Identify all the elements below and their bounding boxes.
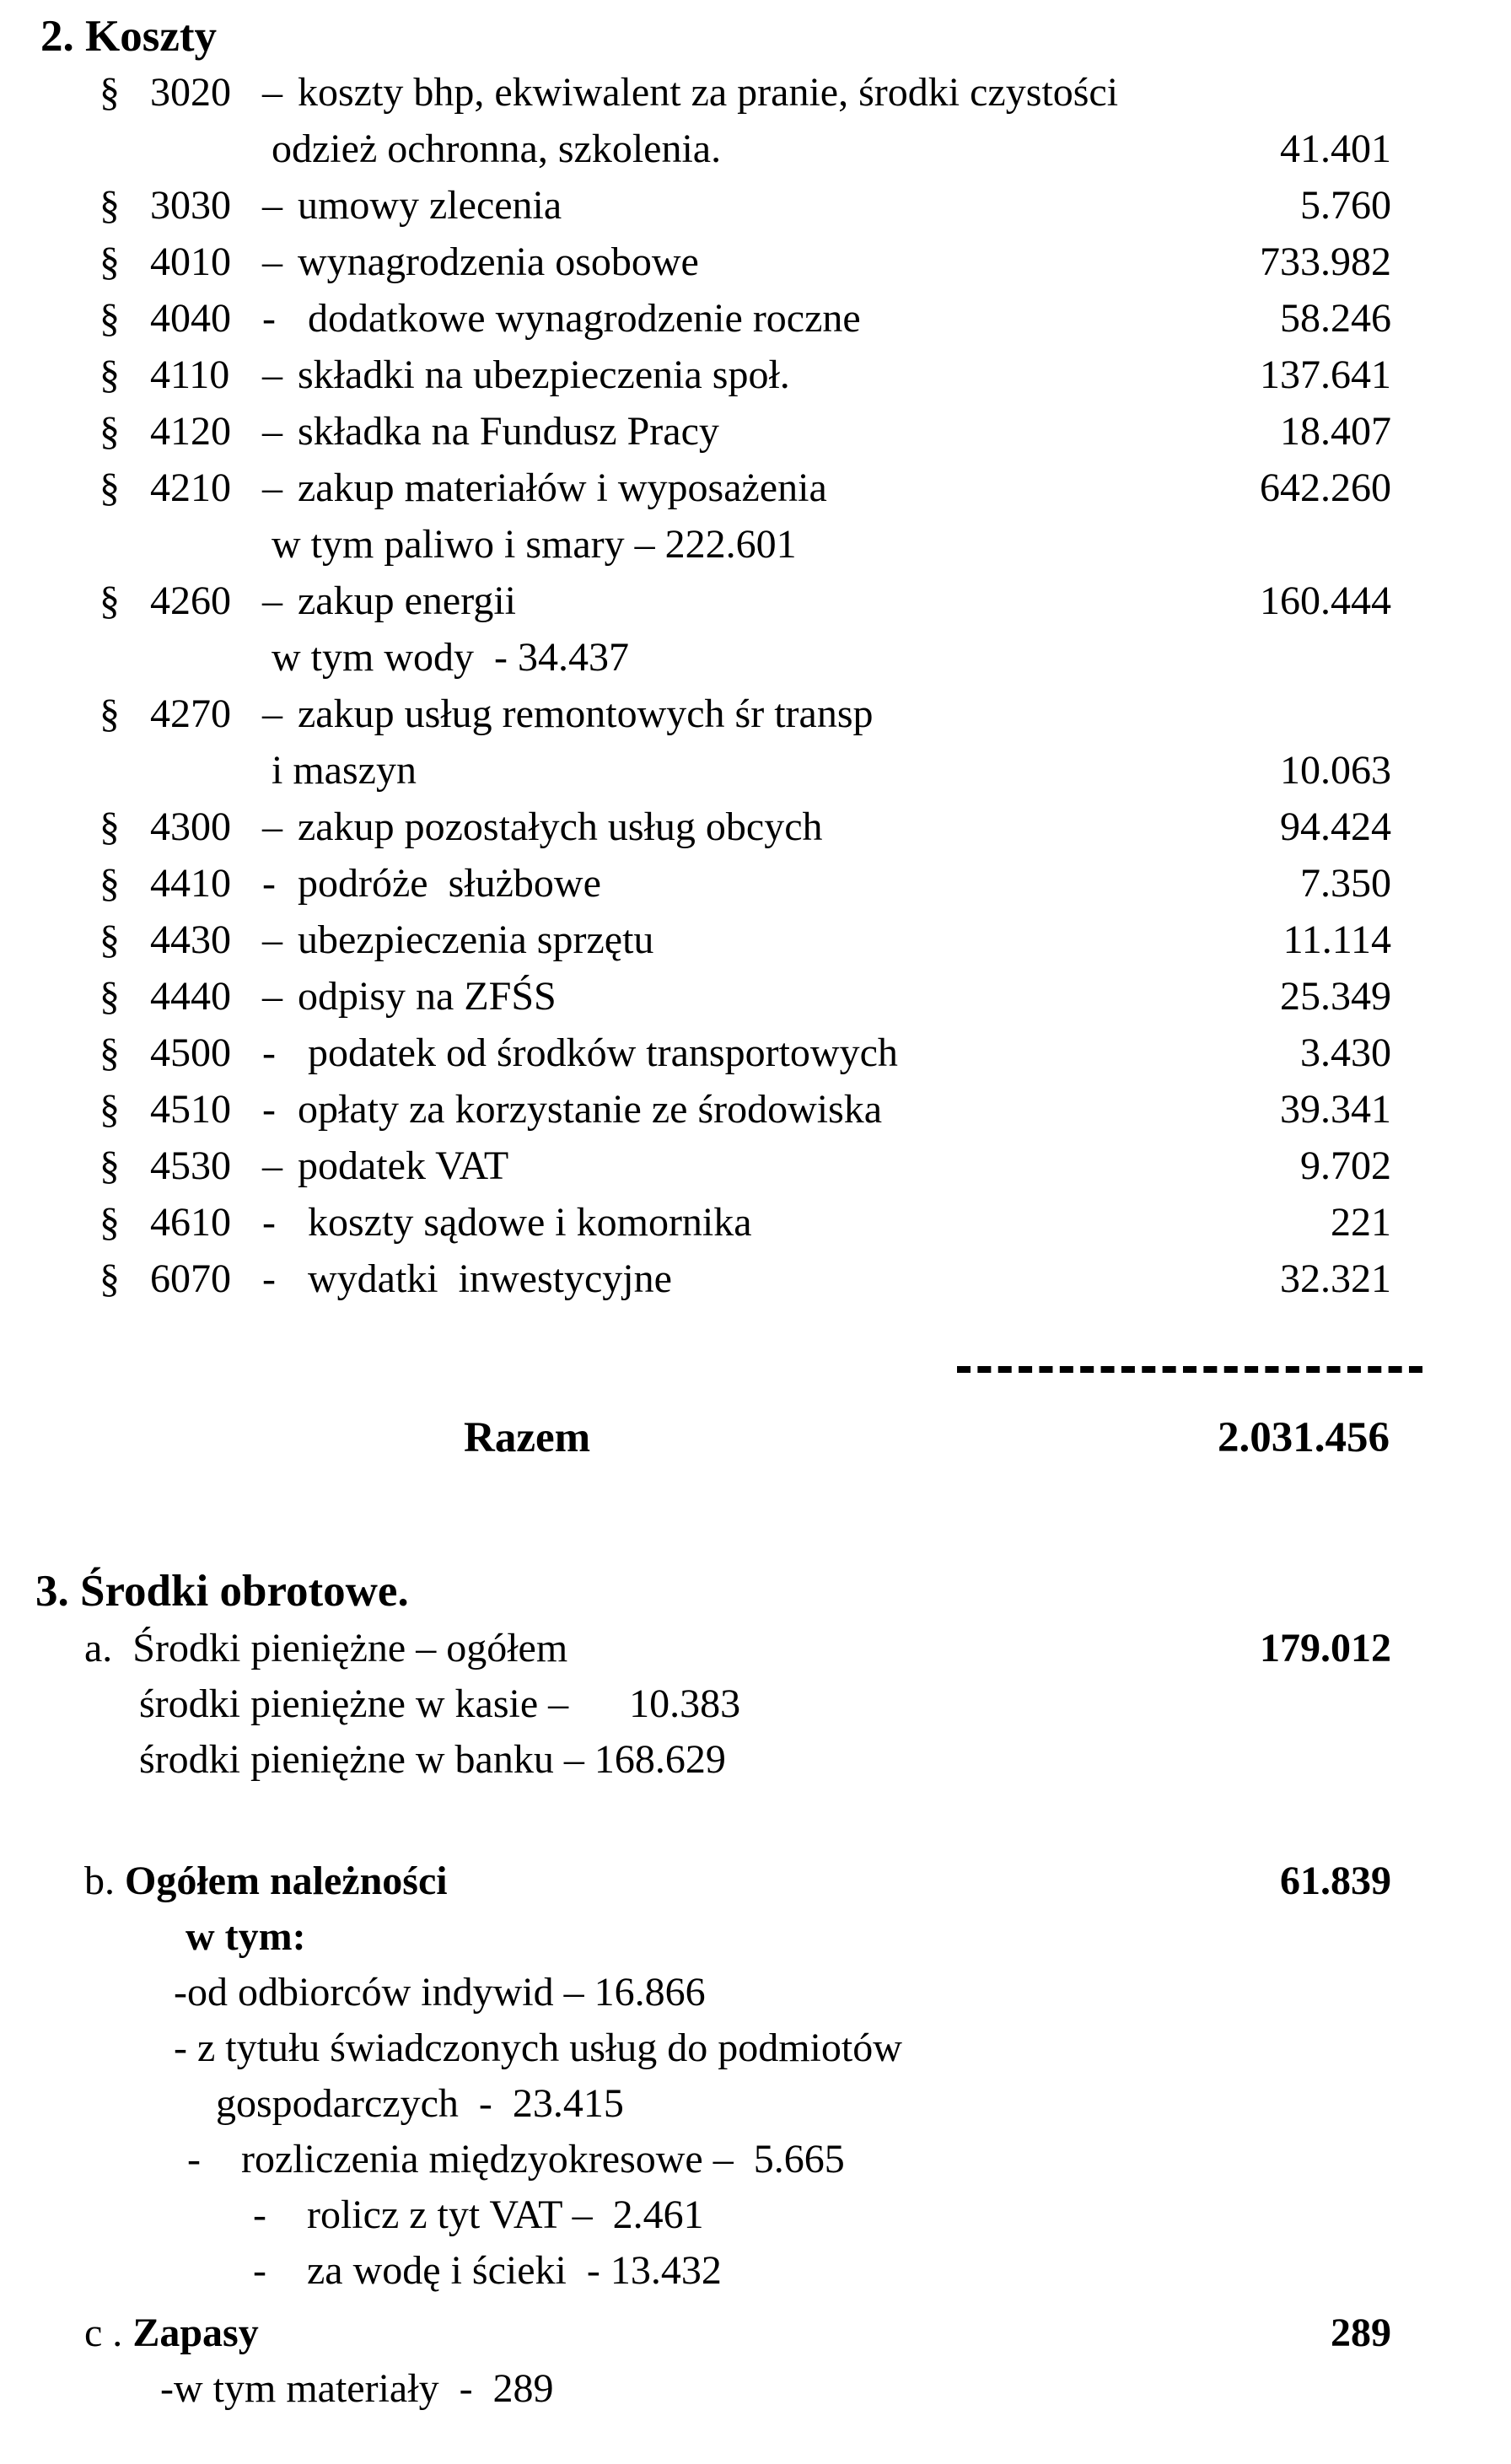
amount-value: 137.641 [1260, 352, 1391, 397]
cost-label: koszty sądowe i komornika [298, 1200, 752, 1245]
cost-label: ubezpieczenia sprzętu [298, 917, 654, 962]
paragraph-code: 4530 [150, 1143, 231, 1188]
amount-value: 9.702 [1300, 1143, 1391, 1188]
amount-value: 32.321 [1280, 1256, 1391, 1301]
cost-line [0, 460, 1511, 516]
dash-separator: – [262, 409, 282, 454]
dash-separator: – [262, 1143, 282, 1188]
paragraph-mark: § [99, 1030, 120, 1075]
cost-label: składka na Fundusz Pracy [298, 409, 719, 454]
current-assets-list [0, 1621, 1511, 2417]
dash-separator: - [262, 861, 276, 906]
amount-value: 58.246 [1280, 296, 1391, 341]
paragraph-mark: § [99, 239, 120, 284]
paragraph-code: 4120 [150, 409, 231, 454]
cost-line [0, 573, 1511, 629]
document-line [0, 1965, 1511, 2020]
cost-line [0, 1251, 1511, 1307]
amount-value: 11.114 [1282, 917, 1391, 962]
document-line [0, 1676, 1511, 1732]
line-text: - z tytułu świadczonych usług do podmiotów [174, 2026, 902, 2070]
document-line [0, 2361, 1511, 2417]
dash-separator: - [262, 1030, 276, 1075]
paragraph-mark: § [99, 183, 120, 228]
document-line [0, 1909, 1511, 1965]
amount-value: 5.760 [1300, 183, 1391, 228]
paragraph-code: 4260 [150, 578, 231, 623]
cost-line [0, 1138, 1511, 1194]
amount-value: 3.430 [1300, 1030, 1391, 1075]
paragraph-code: 4210 [150, 465, 231, 510]
cost-line [0, 912, 1511, 968]
dash-separator: - [262, 296, 276, 341]
cost-line [0, 686, 1511, 742]
cost-label: koszty bhp, ekwiwalent za pranie, środki czystości [298, 70, 1119, 115]
dash-separator: – [262, 804, 282, 849]
document-line [0, 2243, 1511, 2299]
item-letter: c . [84, 2311, 133, 2355]
paragraph-code: 6070 [150, 1256, 231, 1301]
document-line [0, 1621, 1511, 1676]
total-amount: 2.031.456 [1218, 1414, 1390, 1461]
line-text: w tym wody - 34.437 [272, 635, 629, 680]
amount-value: 221 [1331, 1200, 1391, 1245]
paragraph-code: 4500 [150, 1030, 231, 1075]
cost-label: zakup pozostałych usług obcych [298, 804, 823, 849]
line-text: - za wodę i ścieki - 13.432 [253, 2248, 722, 2293]
cost-line [0, 968, 1511, 1025]
document-line [0, 2076, 1511, 2132]
cost-label: podatek od środków transportowych [298, 1030, 898, 1075]
amount-value: 733.982 [1260, 239, 1391, 284]
dash-separator: - [262, 1200, 276, 1245]
costs-paragraph-list [0, 64, 1511, 1307]
amount-value: 61.839 [1280, 1859, 1391, 1903]
paragraph-code: 4300 [150, 804, 231, 849]
amount-value: 41.401 [1280, 126, 1391, 171]
cost-line [0, 855, 1511, 912]
dash-separator: - [262, 1256, 276, 1301]
line-text: a. Środki pieniężne – ogółem [84, 1626, 568, 1670]
paragraph-mark: § [99, 917, 120, 962]
item-letter: b. [84, 1859, 125, 1903]
item-label: Ogółem należności [125, 1859, 448, 1903]
document-line [0, 121, 1511, 177]
paragraph-code: 4610 [150, 1200, 231, 1245]
paragraph-mark: § [99, 70, 120, 115]
line-text: i maszyn [272, 748, 417, 793]
paragraph-code: 3020 [150, 70, 231, 115]
cost-label: podróże służbowe [298, 861, 601, 906]
paragraph-code: 4270 [150, 691, 231, 736]
dash-separator: – [262, 578, 282, 623]
line-text: środki pieniężne w kasie – 10.383 [139, 1681, 741, 1726]
line-text: -w tym materiały - 289 [160, 2366, 554, 2411]
paragraph-code: 4110 [150, 352, 230, 397]
line-text: - rozliczenia międzyokresowe – 5.665 [187, 2137, 845, 2182]
cost-line [0, 347, 1511, 403]
paragraph-mark: § [99, 465, 120, 510]
dash-separator: – [262, 917, 282, 962]
dash-separator: – [262, 70, 282, 115]
paragraph-mark: § [99, 1143, 120, 1188]
document-line [0, 2187, 1511, 2243]
total-row [0, 1408, 1511, 1467]
line-text: -od odbiorców indywid – 16.866 [174, 1970, 706, 2015]
cost-label: opłaty za korzystanie ze środowiska [298, 1087, 883, 1132]
paragraph-mark: § [99, 578, 120, 623]
paragraph-mark: § [99, 1256, 120, 1301]
document-line [0, 2132, 1511, 2187]
cost-line [0, 403, 1511, 460]
blank-line [0, 1788, 1511, 1853]
line-text: odzież ochronna, szkolenia. [272, 126, 722, 171]
amount-value: 179.012 [1260, 1626, 1391, 1670]
paragraph-mark: § [99, 409, 120, 454]
paragraph-code: 3030 [150, 183, 231, 228]
cost-line [0, 177, 1511, 234]
document-line [0, 2020, 1511, 2076]
amount-value: 10.063 [1280, 748, 1391, 793]
amount-value: 39.341 [1280, 1087, 1391, 1132]
line-text: - rolicz z tyt VAT – 2.461 [253, 2192, 704, 2237]
paragraph-mark: § [99, 1087, 120, 1132]
document-line [0, 742, 1511, 799]
document-line [0, 629, 1511, 686]
line-text: w tym: [186, 1914, 306, 1959]
total-label: Razem [464, 1414, 591, 1461]
cost-label: wydatki inwestycyjne [298, 1256, 672, 1301]
paragraph-mark: § [99, 691, 120, 736]
cost-line [0, 1025, 1511, 1081]
dash-separator: – [262, 352, 282, 397]
paragraph-mark: § [99, 974, 120, 1019]
amount-value: 160.444 [1260, 578, 1391, 623]
dash-separator: – [262, 465, 282, 510]
paragraph-code: 4010 [150, 239, 231, 284]
section-3-heading: 3. Środki obrotowe. [35, 1567, 409, 1616]
amount-value: 7.350 [1300, 861, 1391, 906]
dash-separator: – [262, 183, 282, 228]
cost-label: zakup energii [298, 578, 517, 623]
cost-label: podatek VAT [298, 1143, 509, 1188]
cost-line [0, 1081, 1511, 1138]
document-line [0, 1853, 1511, 1909]
cost-line [0, 64, 1511, 121]
amount-value: 18.407 [1280, 409, 1391, 454]
paragraph-mark: § [99, 1200, 120, 1245]
document-line [0, 1732, 1511, 1788]
amount-value: 642.260 [1260, 465, 1391, 510]
cost-label: odpisy na ZFŚS [298, 974, 557, 1019]
cost-line [0, 234, 1511, 290]
cost-line [0, 799, 1511, 855]
paragraph-mark: § [99, 861, 120, 906]
cost-line [0, 290, 1511, 347]
paragraph-code: 4430 [150, 917, 231, 962]
document-line [0, 516, 1511, 573]
cost-label: zakup usług remontowych śr transp [298, 691, 874, 736]
paragraph-code: 4440 [150, 974, 231, 1019]
section-2-heading: 2. Koszty [40, 12, 218, 61]
paragraph-mark: § [99, 352, 120, 397]
cost-label: składki na ubezpieczenia społ. [298, 352, 790, 397]
paragraph-mark: § [99, 296, 120, 341]
paragraph-mark: § [99, 804, 120, 849]
dash-separator: - [262, 1087, 276, 1132]
item-label: Zapasy [132, 2311, 259, 2355]
total-separator-dashed-line [957, 1366, 1422, 1373]
dash-separator: – [262, 691, 282, 736]
cost-label: dodatkowe wynagrodzenie roczne [298, 296, 861, 341]
dash-separator: – [262, 974, 282, 1019]
amount-value: 94.424 [1280, 804, 1391, 849]
cost-line [0, 1194, 1511, 1251]
amount-value: 289 [1331, 2311, 1391, 2355]
cost-label: umowy zlecenia [298, 183, 562, 228]
line-text: w tym paliwo i smary – 222.601 [272, 522, 797, 567]
cost-label: wynagrodzenia osobowe [298, 239, 699, 284]
document-line [0, 2305, 1511, 2361]
paragraph-code: 4040 [150, 296, 231, 341]
line-text: gospodarczych - 23.415 [216, 2081, 624, 2126]
cost-label: zakup materiałów i wyposażenia [298, 465, 827, 510]
amount-value: 25.349 [1280, 974, 1391, 1019]
paragraph-code: 4410 [150, 861, 231, 906]
line-text: środki pieniężne w banku – 168.629 [139, 1737, 726, 1782]
paragraph-code: 4510 [150, 1087, 231, 1132]
dash-separator: – [262, 239, 282, 284]
